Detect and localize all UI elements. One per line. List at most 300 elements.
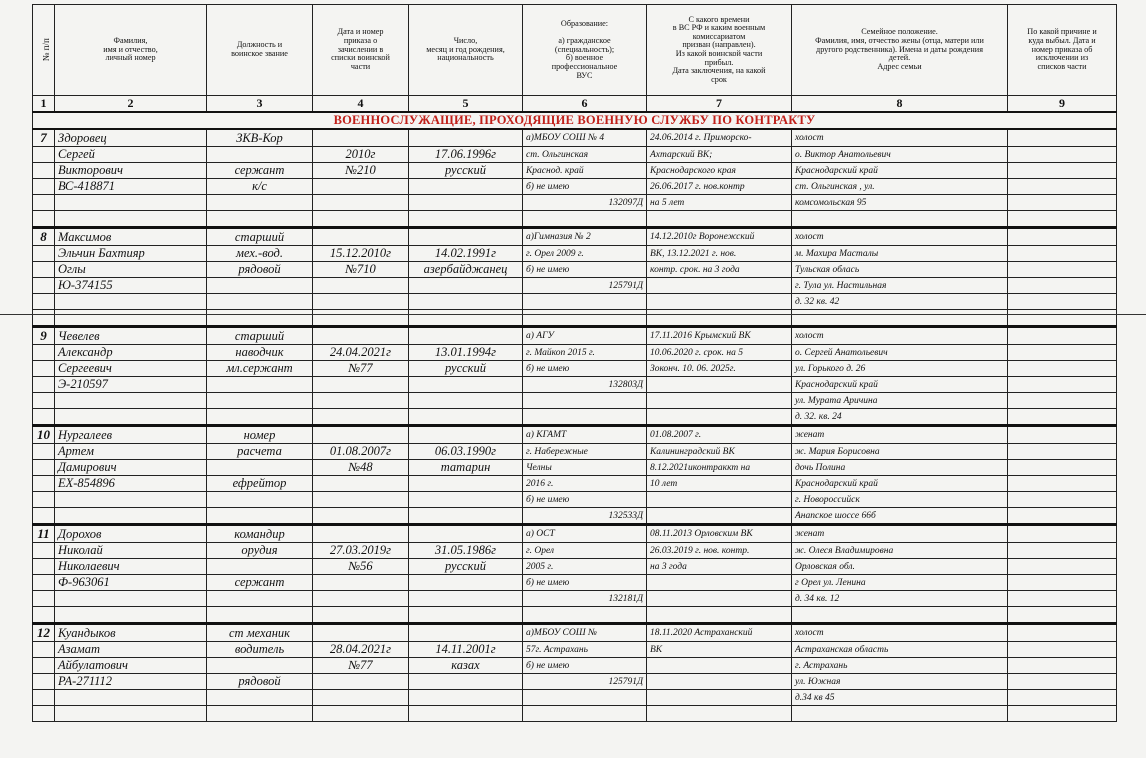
order-cell bbox=[313, 508, 409, 525]
birth-cell bbox=[409, 476, 523, 492]
family-cell: женат bbox=[792, 426, 1008, 444]
order-cell: 24.04.2021г bbox=[313, 345, 409, 361]
education-cell: б) не имею bbox=[523, 575, 647, 591]
education-cell: 125791Д bbox=[523, 278, 647, 294]
record-row bbox=[33, 345, 1117, 361]
position-cell bbox=[207, 393, 313, 409]
name-cell: Дамирович bbox=[55, 460, 207, 476]
discharge-cell bbox=[1008, 674, 1117, 690]
birth-cell bbox=[409, 393, 523, 409]
education-cell: 132533Д bbox=[523, 508, 647, 525]
col-number: 9 bbox=[1008, 96, 1117, 113]
record-row bbox=[33, 690, 1117, 706]
order-cell: №48 bbox=[313, 460, 409, 476]
record-row bbox=[33, 543, 1117, 559]
birth-cell bbox=[409, 706, 523, 722]
record-number: 10 bbox=[33, 426, 55, 444]
scan-fold-line bbox=[0, 314, 1146, 315]
birth-cell: 13.01.1994г bbox=[409, 345, 523, 361]
family-cell: д. 32 кв. 42 bbox=[792, 294, 1008, 310]
family-cell: холост bbox=[792, 624, 1008, 642]
birth-cell: русский bbox=[409, 361, 523, 377]
service-cell: 24.06.2014 г. Приморско- bbox=[647, 129, 792, 147]
service-cell bbox=[647, 310, 792, 327]
family-cell: Краснодарский край bbox=[792, 476, 1008, 492]
name-cell: Максимов bbox=[55, 228, 207, 246]
birth-cell: русский bbox=[409, 163, 523, 179]
record-number bbox=[33, 674, 55, 690]
discharge-cell bbox=[1008, 476, 1117, 492]
birth-cell bbox=[409, 195, 523, 211]
order-cell: 27.03.2019г bbox=[313, 543, 409, 559]
family-cell bbox=[792, 607, 1008, 624]
position-cell: рядовой bbox=[207, 262, 313, 278]
education-cell: б) не имею bbox=[523, 492, 647, 508]
education-cell: б) не имею bbox=[523, 179, 647, 195]
birth-cell bbox=[409, 624, 523, 642]
education-cell: а)Гимназия № 2 bbox=[523, 228, 647, 246]
record-row bbox=[33, 706, 1117, 722]
record-number bbox=[33, 460, 55, 476]
record-number bbox=[33, 195, 55, 211]
birth-cell: 14.11.2001г bbox=[409, 642, 523, 658]
family-cell: д. 32. кв. 24 bbox=[792, 409, 1008, 426]
order-cell bbox=[313, 310, 409, 327]
record-row bbox=[33, 607, 1117, 624]
discharge-cell bbox=[1008, 345, 1117, 361]
birth-cell bbox=[409, 607, 523, 624]
education-cell bbox=[523, 409, 647, 426]
position-cell bbox=[207, 706, 313, 722]
col-number: 4 bbox=[313, 96, 409, 113]
service-cell: 8.12.2021иконтраккт на bbox=[647, 460, 792, 476]
position-cell: командир bbox=[207, 525, 313, 543]
record-row bbox=[33, 591, 1117, 607]
education-cell: б) не имею bbox=[523, 262, 647, 278]
col-number: 7 bbox=[647, 96, 792, 113]
name-cell: Николаевич bbox=[55, 559, 207, 575]
discharge-cell bbox=[1008, 690, 1117, 706]
record-number: 9 bbox=[33, 327, 55, 345]
col-number: 8 bbox=[792, 96, 1008, 113]
record-row bbox=[33, 624, 1117, 642]
record-number bbox=[33, 393, 55, 409]
education-cell: г. Орел 2009 г. bbox=[523, 246, 647, 262]
discharge-cell bbox=[1008, 543, 1117, 559]
col-number: 6 bbox=[523, 96, 647, 113]
order-cell bbox=[313, 211, 409, 228]
service-cell bbox=[647, 658, 792, 674]
col-number: 5 bbox=[409, 96, 523, 113]
position-cell: орудия bbox=[207, 543, 313, 559]
section-title: ВОЕННОСЛУЖАЩИЕ, ПРОХОДЯЩИЕ ВОЕННУЮ СЛУЖБУ ПО КОНТРАКТУ bbox=[33, 112, 1117, 129]
education-cell: 132803Д bbox=[523, 377, 647, 393]
birth-cell bbox=[409, 211, 523, 228]
birth-cell bbox=[409, 228, 523, 246]
position-cell: водитель bbox=[207, 642, 313, 658]
record-number: 11 bbox=[33, 525, 55, 543]
record-number: 12 bbox=[33, 624, 55, 642]
column-number-row bbox=[33, 96, 1117, 113]
name-cell: Николай bbox=[55, 543, 207, 559]
order-cell bbox=[313, 195, 409, 211]
record-number bbox=[33, 444, 55, 460]
position-cell bbox=[207, 310, 313, 327]
record-row bbox=[33, 163, 1117, 179]
header-row bbox=[33, 5, 1117, 96]
header-education: Образование: а) гражданское (специальность); б) военное профессиональное ВУС bbox=[523, 5, 647, 96]
record-row bbox=[33, 310, 1117, 327]
order-cell bbox=[313, 624, 409, 642]
family-cell: ул. Мурата Аричина bbox=[792, 393, 1008, 409]
header-order: Дата и номер приказа о зачислении в списки воинской части bbox=[313, 5, 409, 96]
records-body bbox=[33, 129, 1117, 722]
education-cell bbox=[523, 690, 647, 706]
birth-cell bbox=[409, 575, 523, 591]
discharge-cell bbox=[1008, 294, 1117, 310]
position-cell: к/с bbox=[207, 179, 313, 195]
record-number bbox=[33, 543, 55, 559]
position-cell bbox=[207, 460, 313, 476]
position-cell bbox=[207, 591, 313, 607]
education-cell bbox=[523, 706, 647, 722]
service-cell: Краснодарского края bbox=[647, 163, 792, 179]
family-cell: ж. Мария Борисовна bbox=[792, 444, 1008, 460]
service-cell bbox=[647, 508, 792, 525]
record-row bbox=[33, 426, 1117, 444]
name-cell bbox=[55, 211, 207, 228]
service-cell bbox=[647, 575, 792, 591]
record-number bbox=[33, 294, 55, 310]
col-number: 3 bbox=[207, 96, 313, 113]
record-number bbox=[33, 492, 55, 508]
name-cell: Ф-963061 bbox=[55, 575, 207, 591]
record-number bbox=[33, 409, 55, 426]
service-cell: Калининградский ВК bbox=[647, 444, 792, 460]
education-cell: 2005 г. bbox=[523, 559, 647, 575]
record-row bbox=[33, 393, 1117, 409]
family-cell: г. Новороссийск bbox=[792, 492, 1008, 508]
service-cell: 17.11.2016 Крымский ВК bbox=[647, 327, 792, 345]
personnel-register-sheet bbox=[32, 4, 1116, 722]
order-cell bbox=[313, 179, 409, 195]
position-cell bbox=[207, 559, 313, 575]
order-cell: №77 bbox=[313, 361, 409, 377]
record-number bbox=[33, 476, 55, 492]
header-family: Семейное положение. Фамилия, имя, отчество жены (отца, матери или другого родственника). Имена и даты рождения детей. Адрес семьи bbox=[792, 5, 1008, 96]
col-number: 2 bbox=[55, 96, 207, 113]
order-cell: №210 bbox=[313, 163, 409, 179]
record-number bbox=[33, 591, 55, 607]
family-cell: холост bbox=[792, 129, 1008, 147]
order-cell bbox=[313, 426, 409, 444]
service-cell: 14.12.2010г Воронежский bbox=[647, 228, 792, 246]
order-cell bbox=[313, 327, 409, 345]
family-cell bbox=[792, 310, 1008, 327]
name-cell: Викторович bbox=[55, 163, 207, 179]
birth-cell bbox=[409, 278, 523, 294]
record-number bbox=[33, 658, 55, 674]
record-number bbox=[33, 345, 55, 361]
position-cell bbox=[207, 607, 313, 624]
family-cell: ст. Ольгинская , ул. bbox=[792, 179, 1008, 195]
discharge-cell bbox=[1008, 327, 1117, 345]
education-cell: б) не имею bbox=[523, 361, 647, 377]
name-cell bbox=[55, 195, 207, 211]
name-cell: Александр bbox=[55, 345, 207, 361]
birth-cell: 17.06.1996г bbox=[409, 147, 523, 163]
position-cell bbox=[207, 147, 313, 163]
birth-cell bbox=[409, 327, 523, 345]
name-cell: Айбулатович bbox=[55, 658, 207, 674]
family-cell: о. Сергей Анатольевич bbox=[792, 345, 1008, 361]
service-cell: 10.06.2020 г. срок. на 5 bbox=[647, 345, 792, 361]
family-cell: г. Астрахань bbox=[792, 658, 1008, 674]
record-row bbox=[33, 377, 1117, 393]
discharge-cell bbox=[1008, 377, 1117, 393]
discharge-cell bbox=[1008, 575, 1117, 591]
birth-cell: 14.02.1991г bbox=[409, 246, 523, 262]
position-cell bbox=[207, 492, 313, 508]
order-cell bbox=[313, 690, 409, 706]
name-cell bbox=[55, 591, 207, 607]
record-number bbox=[33, 179, 55, 195]
discharge-cell bbox=[1008, 658, 1117, 674]
discharge-cell bbox=[1008, 492, 1117, 508]
service-cell bbox=[647, 377, 792, 393]
family-cell: дочь Полина bbox=[792, 460, 1008, 476]
position-cell: номер bbox=[207, 426, 313, 444]
education-cell: а)МБОУ СОШ № 4 bbox=[523, 129, 647, 147]
service-cell bbox=[647, 706, 792, 722]
position-cell bbox=[207, 195, 313, 211]
name-cell: Куандыков bbox=[55, 624, 207, 642]
order-cell bbox=[313, 525, 409, 543]
name-cell: ВС-418871 bbox=[55, 179, 207, 195]
name-cell: Сергей bbox=[55, 147, 207, 163]
header-name: Фамилия, имя и отчество, личный номер bbox=[55, 5, 207, 96]
name-cell: Э-210597 bbox=[55, 377, 207, 393]
discharge-cell bbox=[1008, 129, 1117, 147]
order-cell: 15.12.2010г bbox=[313, 246, 409, 262]
service-cell: 08.11.2013 Орловским ВК bbox=[647, 525, 792, 543]
service-cell bbox=[647, 211, 792, 228]
discharge-cell bbox=[1008, 211, 1117, 228]
record-row bbox=[33, 262, 1117, 278]
position-cell: рядовой bbox=[207, 674, 313, 690]
name-cell: ЕХ-854896 bbox=[55, 476, 207, 492]
record-row bbox=[33, 147, 1117, 163]
name-cell bbox=[55, 310, 207, 327]
section-row bbox=[33, 112, 1117, 129]
record-number bbox=[33, 559, 55, 575]
discharge-cell bbox=[1008, 179, 1117, 195]
record-row bbox=[33, 409, 1117, 426]
order-cell bbox=[313, 228, 409, 246]
name-cell bbox=[55, 690, 207, 706]
position-cell bbox=[207, 211, 313, 228]
birth-cell bbox=[409, 179, 523, 195]
order-cell bbox=[313, 294, 409, 310]
record-row bbox=[33, 361, 1117, 377]
discharge-cell bbox=[1008, 163, 1117, 179]
record-number bbox=[33, 278, 55, 294]
discharge-cell bbox=[1008, 393, 1117, 409]
service-cell: Зоконч. 10. 06. 2025г. bbox=[647, 361, 792, 377]
record-number bbox=[33, 147, 55, 163]
family-cell: д. 34 кв. 12 bbox=[792, 591, 1008, 607]
name-cell: РА-271112 bbox=[55, 674, 207, 690]
education-cell: 132097Д bbox=[523, 195, 647, 211]
education-cell: а)МБОУ СОШ № bbox=[523, 624, 647, 642]
birth-cell: казах bbox=[409, 658, 523, 674]
education-cell bbox=[523, 294, 647, 310]
name-cell: Нургалеев bbox=[55, 426, 207, 444]
name-cell bbox=[55, 508, 207, 525]
discharge-cell bbox=[1008, 228, 1117, 246]
record-row bbox=[33, 195, 1117, 211]
record-number bbox=[33, 575, 55, 591]
discharge-cell bbox=[1008, 525, 1117, 543]
order-cell bbox=[313, 492, 409, 508]
discharge-cell bbox=[1008, 426, 1117, 444]
record-number bbox=[33, 706, 55, 722]
birth-cell bbox=[409, 426, 523, 444]
record-number bbox=[33, 262, 55, 278]
record-row bbox=[33, 294, 1117, 310]
record-row bbox=[33, 559, 1117, 575]
name-cell bbox=[55, 294, 207, 310]
header-position: Должность и воинское звание bbox=[207, 5, 313, 96]
record-number bbox=[33, 377, 55, 393]
service-cell: Ахтарский ВК; bbox=[647, 147, 792, 163]
order-cell: 01.08.2007г bbox=[313, 444, 409, 460]
position-cell: сержант bbox=[207, 575, 313, 591]
order-cell bbox=[313, 591, 409, 607]
position-cell bbox=[207, 377, 313, 393]
order-cell bbox=[313, 278, 409, 294]
order-cell bbox=[313, 377, 409, 393]
position-cell bbox=[207, 508, 313, 525]
order-cell bbox=[313, 607, 409, 624]
education-cell: б) не имею bbox=[523, 658, 647, 674]
record-number bbox=[33, 508, 55, 525]
order-cell: 2010г bbox=[313, 147, 409, 163]
name-cell: Азамат bbox=[55, 642, 207, 658]
family-cell: ул. Южная bbox=[792, 674, 1008, 690]
birth-cell bbox=[409, 690, 523, 706]
service-cell: на 5 лет bbox=[647, 195, 792, 211]
header-service: С какого времени в ВС РФ и каким военным комиссариатом призван (направлен). Из какой воинской части прибыл. Дата заключения, на какой срок bbox=[647, 5, 792, 96]
record-row bbox=[33, 246, 1117, 262]
order-cell bbox=[313, 674, 409, 690]
family-cell: г. Тула ул. Настильная bbox=[792, 278, 1008, 294]
birth-cell bbox=[409, 377, 523, 393]
education-cell: Челны bbox=[523, 460, 647, 476]
personnel-table bbox=[32, 4, 1117, 722]
birth-cell bbox=[409, 409, 523, 426]
record-row bbox=[33, 642, 1117, 658]
header-num: № п/п bbox=[33, 5, 55, 96]
discharge-cell bbox=[1008, 278, 1117, 294]
education-cell: г. Майкоп 2015 г. bbox=[523, 345, 647, 361]
discharge-cell bbox=[1008, 706, 1117, 722]
discharge-cell bbox=[1008, 508, 1117, 525]
service-cell: 26.06.2017 г. нов.контр bbox=[647, 179, 792, 195]
education-cell bbox=[523, 607, 647, 624]
position-cell: мех.-вод. bbox=[207, 246, 313, 262]
birth-cell bbox=[409, 310, 523, 327]
service-cell: контр. срок. на 3 года bbox=[647, 262, 792, 278]
family-cell: Анапское шоссе 66б bbox=[792, 508, 1008, 525]
discharge-cell bbox=[1008, 642, 1117, 658]
education-cell: 57г. Астрахань bbox=[523, 642, 647, 658]
education-cell: а) ОСТ bbox=[523, 525, 647, 543]
discharge-cell bbox=[1008, 310, 1117, 327]
birth-cell bbox=[409, 294, 523, 310]
service-cell bbox=[647, 591, 792, 607]
family-cell: г Орел ул. Ленина bbox=[792, 575, 1008, 591]
service-cell bbox=[647, 294, 792, 310]
record-row bbox=[33, 129, 1117, 147]
education-cell: Краснод. край bbox=[523, 163, 647, 179]
education-cell bbox=[523, 211, 647, 228]
position-cell bbox=[207, 658, 313, 674]
discharge-cell bbox=[1008, 147, 1117, 163]
discharge-cell bbox=[1008, 361, 1117, 377]
discharge-cell bbox=[1008, 591, 1117, 607]
name-cell bbox=[55, 607, 207, 624]
service-cell bbox=[647, 607, 792, 624]
record-row bbox=[33, 460, 1117, 476]
position-cell: сержант bbox=[207, 163, 313, 179]
name-cell: Оглы bbox=[55, 262, 207, 278]
family-cell: Краснодарский край bbox=[792, 163, 1008, 179]
name-cell: Здоровец bbox=[55, 129, 207, 147]
discharge-cell bbox=[1008, 246, 1117, 262]
education-cell: а) АГУ bbox=[523, 327, 647, 345]
discharge-cell bbox=[1008, 262, 1117, 278]
discharge-cell bbox=[1008, 460, 1117, 476]
family-cell: м. Махира Масталы bbox=[792, 246, 1008, 262]
order-cell: №710 bbox=[313, 262, 409, 278]
family-cell: холост bbox=[792, 228, 1008, 246]
education-cell: ст. Ольгинская bbox=[523, 147, 647, 163]
record-number bbox=[33, 642, 55, 658]
order-cell bbox=[313, 476, 409, 492]
service-cell: 01.08.2007 г. bbox=[647, 426, 792, 444]
record-row bbox=[33, 476, 1117, 492]
family-cell bbox=[792, 706, 1008, 722]
education-cell: 2016 г. bbox=[523, 476, 647, 492]
name-cell: Дорохов bbox=[55, 525, 207, 543]
family-cell: Орловская обл. bbox=[792, 559, 1008, 575]
family-cell: о. Виктор Анатольевич bbox=[792, 147, 1008, 163]
order-cell: №77 bbox=[313, 658, 409, 674]
family-cell: д.34 кв 45 bbox=[792, 690, 1008, 706]
order-cell bbox=[313, 706, 409, 722]
birth-cell bbox=[409, 492, 523, 508]
discharge-cell bbox=[1008, 409, 1117, 426]
record-row bbox=[33, 492, 1117, 508]
service-cell bbox=[647, 492, 792, 508]
education-cell: а) КГАМТ bbox=[523, 426, 647, 444]
record-number bbox=[33, 607, 55, 624]
birth-cell bbox=[409, 674, 523, 690]
record-row bbox=[33, 327, 1117, 345]
service-cell bbox=[647, 278, 792, 294]
position-cell: ЗКВ-Кор bbox=[207, 129, 313, 147]
